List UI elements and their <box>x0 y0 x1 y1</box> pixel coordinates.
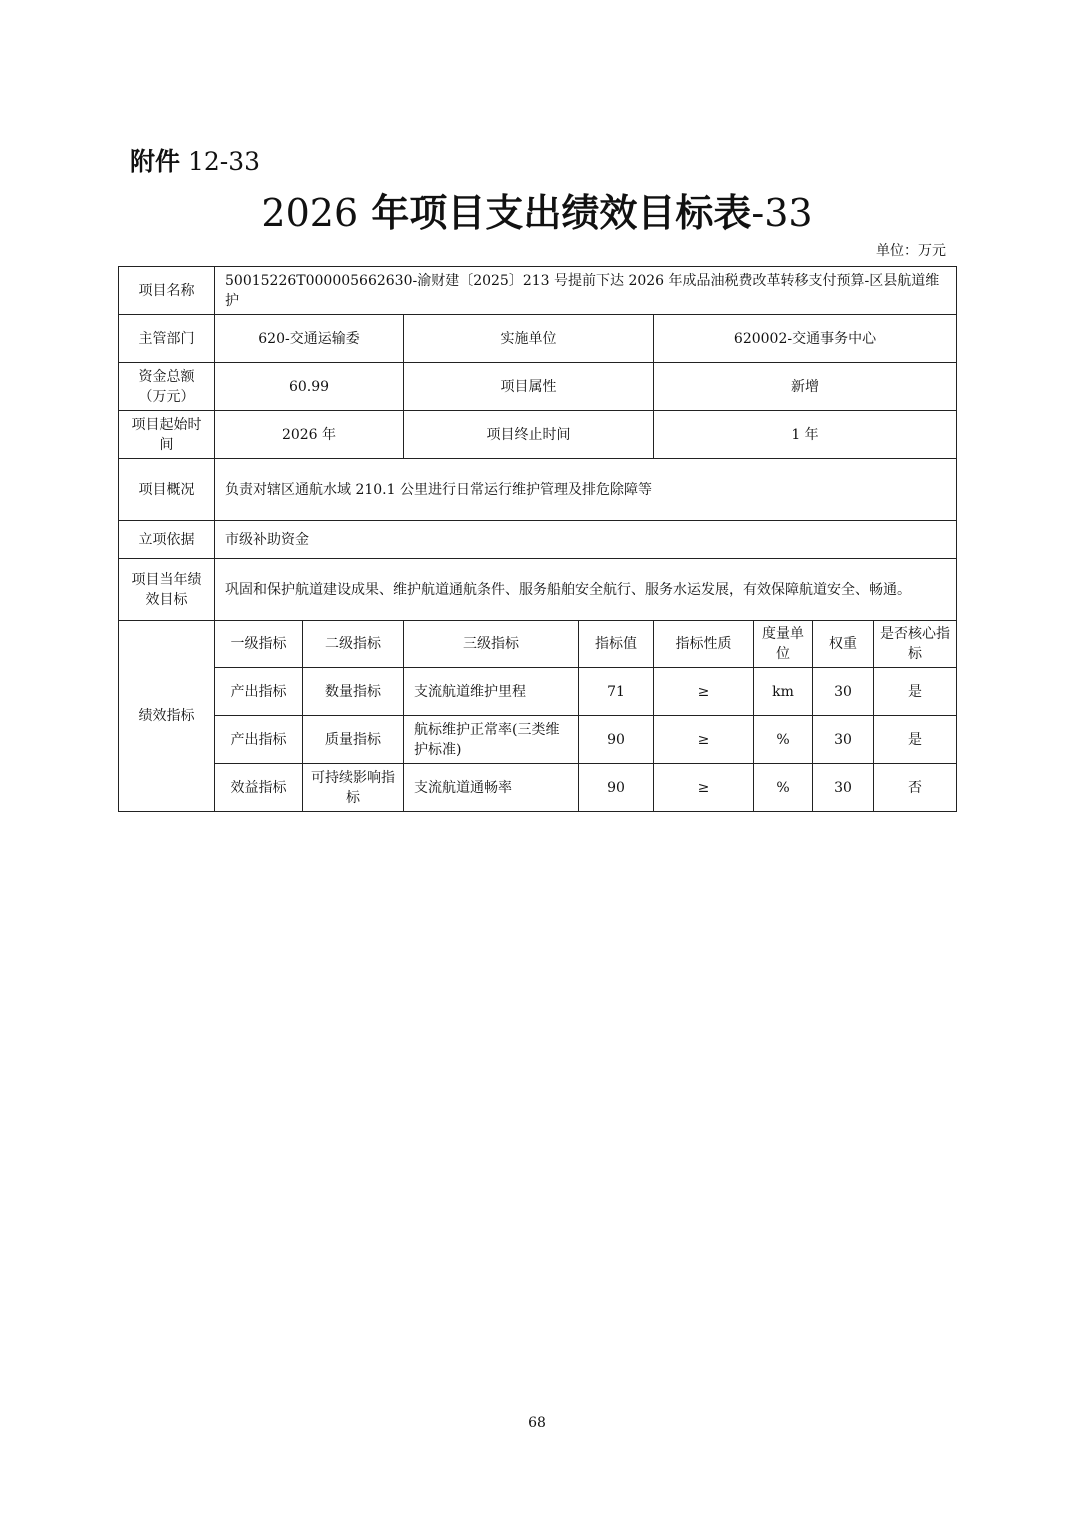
cell-weight: 30 <box>813 716 874 764</box>
cell-level1: 产出指标 <box>215 716 303 764</box>
unit-label: 单位：万元 <box>876 243 946 259</box>
attr-value: 新增 <box>654 363 957 411</box>
cell-value: 90 <box>579 764 654 812</box>
project-name-value: 50015226T000005662630-渝财建〔2025〕213 号提前下达 2026 年成品油税费改革转移支付预算-区县航道维护 <box>215 267 957 315</box>
title-text: 年项目支出绩效目标表 <box>358 191 752 235</box>
attachment-label <box>130 145 260 179</box>
cell-value: 90 <box>579 716 654 764</box>
cell-weight: 30 <box>813 668 874 716</box>
end-value: 1 年 <box>654 411 957 459</box>
title-year: 2026 <box>261 191 359 235</box>
overview-label: 项目概况 <box>119 459 215 521</box>
cell-value: 71 <box>579 668 654 716</box>
row-basis <box>119 521 957 559</box>
table-row <box>119 716 957 764</box>
dept-value: 620-交通运输委 <box>215 315 404 363</box>
cell-unit: km <box>754 668 813 716</box>
cell-level1: 效益指标 <box>215 764 303 812</box>
attachment-number: 12-33 <box>180 147 261 176</box>
attachment-prefix: 附件 <box>130 147 181 176</box>
cell-nature: ≥ <box>654 764 754 812</box>
fund-value: 60.99 <box>215 363 404 411</box>
cell-level2: 质量指标 <box>303 716 404 764</box>
basis-label: 立项依据 <box>119 521 215 559</box>
project-name-label: 项目名称 <box>119 267 215 315</box>
attr-label: 项目属性 <box>404 363 654 411</box>
cell-core: 否 <box>874 764 957 812</box>
row-fund <box>119 363 957 411</box>
page-number: 68 <box>528 1415 546 1431</box>
cell-level2: 可持续影响指标 <box>303 764 404 812</box>
header-level1: 一级指标 <box>215 621 303 668</box>
cell-level1: 产出指标 <box>215 668 303 716</box>
row-project-name <box>119 267 957 315</box>
overview-value: 负责对辖区通航水域 210.1 公里进行日常运行维护管理及排危除障等 <box>215 459 957 521</box>
end-label: 项目终止时间 <box>404 411 654 459</box>
goal-value: 巩固和保护航道建设成果、维护航道通航条件、服务船舶安全航行、服务水运发展，有效保障航道安全、畅通。 <box>215 559 957 621</box>
performance-target-table <box>118 266 957 812</box>
cell-level2: 数量指标 <box>303 668 404 716</box>
page-title <box>0 188 1074 238</box>
header-value: 指标值 <box>579 621 654 668</box>
fund-label: 资金总额（万元） <box>119 363 215 411</box>
cell-nature: ≥ <box>654 716 754 764</box>
cell-core: 是 <box>874 716 957 764</box>
table-row <box>119 668 957 716</box>
cell-nature: ≥ <box>654 668 754 716</box>
impl-label: 实施单位 <box>404 315 654 363</box>
table-row <box>119 764 957 812</box>
header-core: 是否核心指标 <box>874 621 957 668</box>
header-level2: 二级指标 <box>303 621 404 668</box>
title-suffix: -33 <box>751 191 813 235</box>
row-overview <box>119 459 957 521</box>
cell-unit: % <box>754 716 813 764</box>
basis-value: 市级补助资金 <box>215 521 957 559</box>
row-period <box>119 411 957 459</box>
impl-value: 620002-交通事务中心 <box>654 315 957 363</box>
header-unit: 度量单位 <box>754 621 813 668</box>
cell-core: 是 <box>874 668 957 716</box>
cell-weight: 30 <box>813 764 874 812</box>
cell-level3: 支流航道通畅率 <box>404 764 579 812</box>
indicators-section-label: 绩效指标 <box>119 621 215 812</box>
header-level3: 三级指标 <box>404 621 579 668</box>
start-label: 项目起始时间 <box>119 411 215 459</box>
cell-level3: 支流航道维护里程 <box>404 668 579 716</box>
goal-label: 项目当年绩效目标 <box>119 559 215 621</box>
dept-label: 主管部门 <box>119 315 215 363</box>
cell-unit: % <box>754 764 813 812</box>
header-weight: 权重 <box>813 621 874 668</box>
indicator-header-row <box>119 621 957 668</box>
cell-level3: 航标维护正常率(三类维护标准) <box>404 716 579 764</box>
row-department <box>119 315 957 363</box>
row-goal <box>119 559 957 621</box>
start-value: 2026 年 <box>215 411 404 459</box>
header-nature: 指标性质 <box>654 621 754 668</box>
